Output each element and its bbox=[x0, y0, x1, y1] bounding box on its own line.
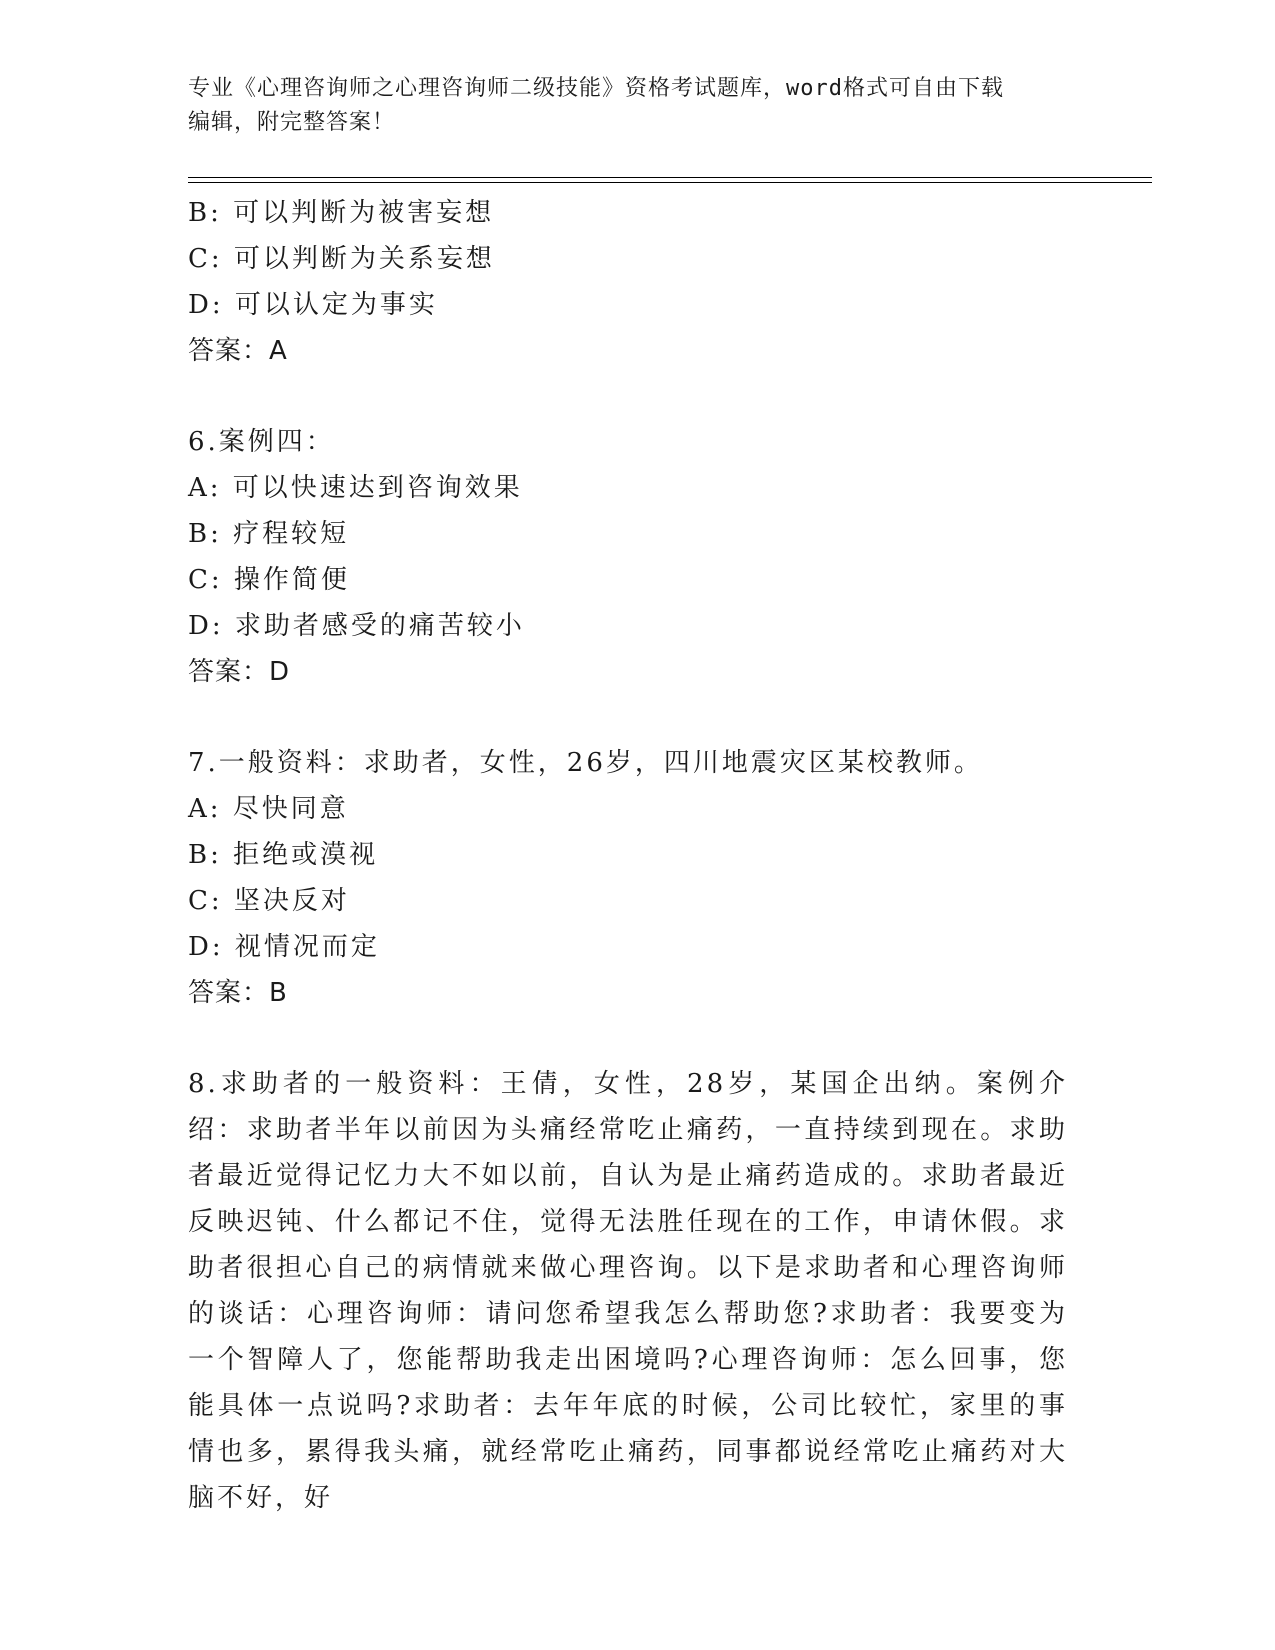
question-title: 7.一般资料：求助者，女性，26岁，四川地震灾区某校教师。 bbox=[188, 748, 983, 778]
option-d: D: 可以认定为事实 bbox=[188, 290, 438, 320]
question-content bbox=[188, 190, 1088, 1521]
option-a: A: 尽快同意 bbox=[188, 794, 349, 824]
spacer bbox=[188, 695, 1088, 740]
spacer bbox=[188, 1016, 1088, 1061]
option-b: B: 拒绝或漠视 bbox=[188, 840, 379, 870]
question-text: 8.求助者的一般资料：王倩，女性，28岁，某国企出纳。案例介绍：求助者半年以前因为头痛经常吃止痛药，一直持续到现在。求助者最近觉得记忆力大不如以前，自认为是止痛药造成的。求助者最近反映迟钝、什么都记不住，觉得无法胜任现在的工作，申请休假。求助者很担心自己的病情就来做心理咨询。以下是求助者和心理咨询师的谈话：心理咨询师：请问您希望我怎么帮助您?求助者：我要变为一个智障人了，您能帮助我走出困境吗?心理咨询师：怎么回事，您能具体一点说吗?求助者：去年年底的时候，公司比较忙，家里的事情也多，累得我头痛，就经常吃止痛药，同事都说经常吃止痛药对大脑不好，好 bbox=[188, 1069, 1068, 1513]
option-b: B: 疗程较短 bbox=[188, 519, 350, 549]
option-c: C: 操作简便 bbox=[188, 565, 350, 595]
option-b: B: 可以判断为被害妄想 bbox=[188, 198, 495, 228]
option-d: D: 求助者感受的痛苦较小 bbox=[188, 611, 525, 641]
header-divider-bottom bbox=[188, 182, 1152, 183]
header-line-2: 编辑，附完整答案！ bbox=[188, 110, 396, 135]
option-a: A: 可以快速达到咨询效果 bbox=[188, 473, 523, 503]
option-c: C: 可以判断为关系妄想 bbox=[188, 244, 495, 274]
answer: 答案：D bbox=[188, 657, 291, 687]
question-8 bbox=[188, 1061, 1088, 1521]
document-header bbox=[188, 72, 1068, 140]
header-line-1: 专业《心理咨询师之心理咨询师二级技能》资格考试题库，word格式可自由下载 bbox=[188, 76, 1004, 101]
answer: 答案：A bbox=[188, 336, 288, 366]
spacer bbox=[188, 374, 1088, 419]
question-title: 6.案例四： bbox=[188, 427, 335, 457]
answer: 答案：B bbox=[188, 978, 288, 1008]
option-d: D: 视情况而定 bbox=[188, 932, 380, 962]
question-7 bbox=[188, 740, 1088, 1016]
question-6 bbox=[188, 419, 1088, 695]
option-c: C: 坚决反对 bbox=[188, 886, 350, 916]
question-5-tail bbox=[188, 190, 1088, 374]
header-divider-top bbox=[188, 177, 1152, 178]
